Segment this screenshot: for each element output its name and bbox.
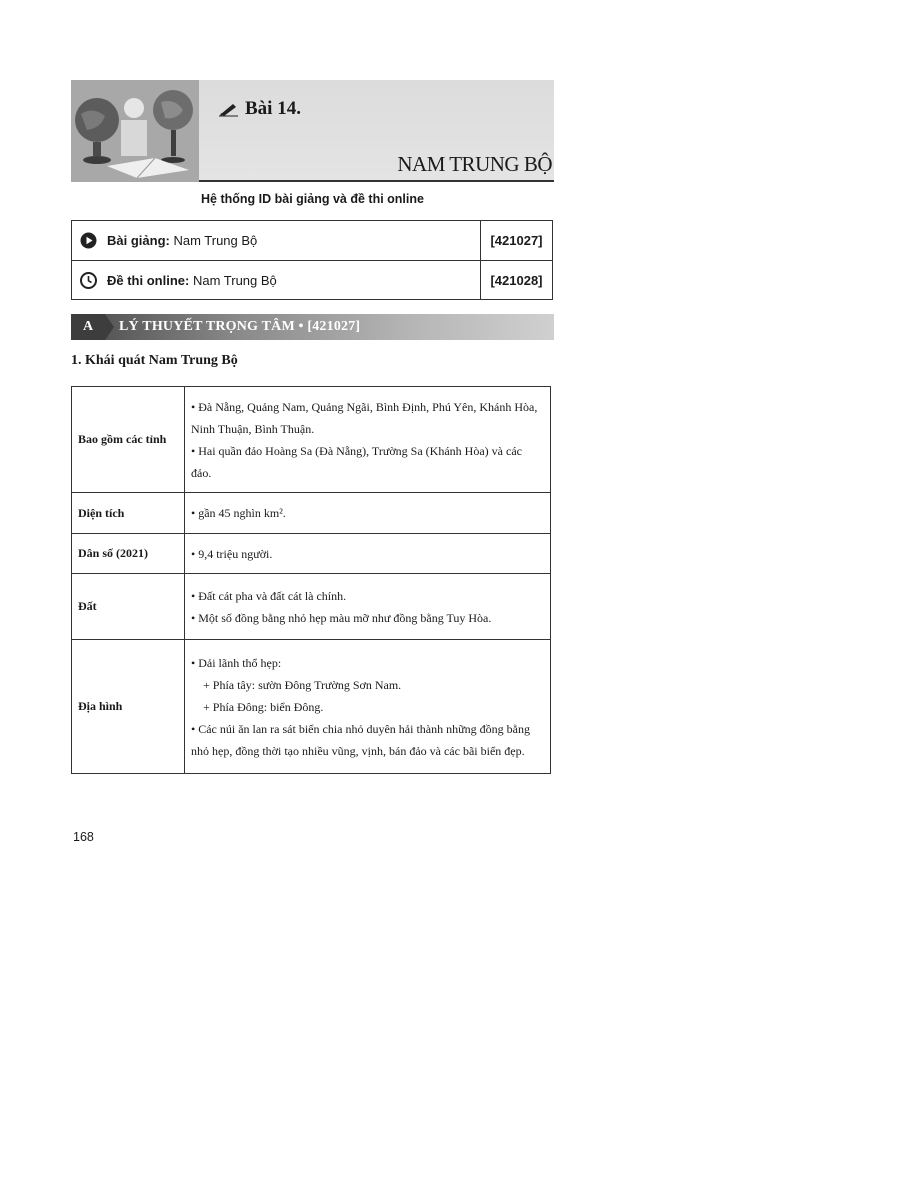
table-row [72,574,551,640]
id-row-lecture-text [107,233,480,248]
id-box [71,220,553,300]
page-number: 168 [73,830,94,844]
value-line: • Đà Nẵng, Quảng Nam, Quảng Ngãi, Bình Định, Phú Yên, Khánh Hòa, Ninh Thuận, Bình Thuận. [191,399,538,436]
play-icon [80,232,97,249]
row-key: Địa hình [72,640,185,774]
value-line: + Phía Đông: biển Đông. [203,699,324,714]
row-value [185,387,551,493]
banner-rule [199,180,554,182]
test-label: Đề thi online: [107,273,190,288]
section-label: LÝ THUYẾT TRỌNG TÂM • [421027] [119,319,361,334]
row-value [185,574,551,640]
overview-table [71,386,551,774]
lesson-banner [71,80,554,182]
row-value [185,534,551,574]
subheading: 1. Khái quát Nam Trung Bộ [71,353,238,368]
row-key: Diện tích [72,493,185,534]
value-line: • Hai quần đảo Hoàng Sa (Đà Nẵng), Trường Sa (Khánh Hòa) và các đảo. [191,443,522,480]
row-value [185,493,551,534]
id-row-online-test[interactable] [72,261,552,300]
table-row [72,640,551,774]
pen-icon [219,101,239,117]
id-row-lecture[interactable] [72,221,552,261]
test-topic: Nam Trung Bộ [189,273,277,288]
lecture-label: Bài giảng: [107,233,170,248]
lecture-topic: Nam Trung Bộ [169,233,258,248]
lesson-number [219,98,301,120]
globes-photo [71,80,199,182]
row-value [185,640,551,774]
test-code: [421028] [480,261,552,300]
section-bar [71,314,554,340]
value-line: • gần 45 nghìn km². [191,506,286,520]
row-key: Đất [72,574,185,640]
id-row-test-text [107,273,480,288]
id-box-heading: Hệ thống ID bài giảng và đề thi online [201,192,424,206]
value-line: • Dải lãnh thổ hẹp: [191,655,282,670]
globe-icon [71,80,199,182]
table-row [72,493,551,534]
value-line: • Các núi ăn lan ra sát biển chia nhỏ duyên hải thành những đồng bằng nhỏ hẹp, đồng thời tạo nhiều vũng, vịnh, bán đảo và các bãi biển đẹp. [191,721,530,758]
value-line: + Phía tây: sườn Đông Trường Sơn Nam. [203,677,402,692]
row-key: Bao gồm các tỉnh [72,387,185,493]
table-row [72,534,551,574]
lecture-code: [421027] [480,221,552,260]
lesson-title: NAM TRUNG BỘ [397,152,552,176]
section-letter: A [71,314,105,340]
section-arrow-icon [105,314,114,340]
row-key: Dân số (2021) [72,534,185,574]
value-line: • Đất cát pha và đất cát là chính. [191,588,347,603]
value-line: • Một số đồng bằng nhỏ hẹp màu mỡ như đồng bằng Tuy Hòa. [191,610,492,625]
table-row [72,387,551,493]
clock-icon [80,272,97,289]
value-line: • 9,4 triệu người. [191,546,273,561]
lesson-number-text: Bài 14. [245,98,301,119]
